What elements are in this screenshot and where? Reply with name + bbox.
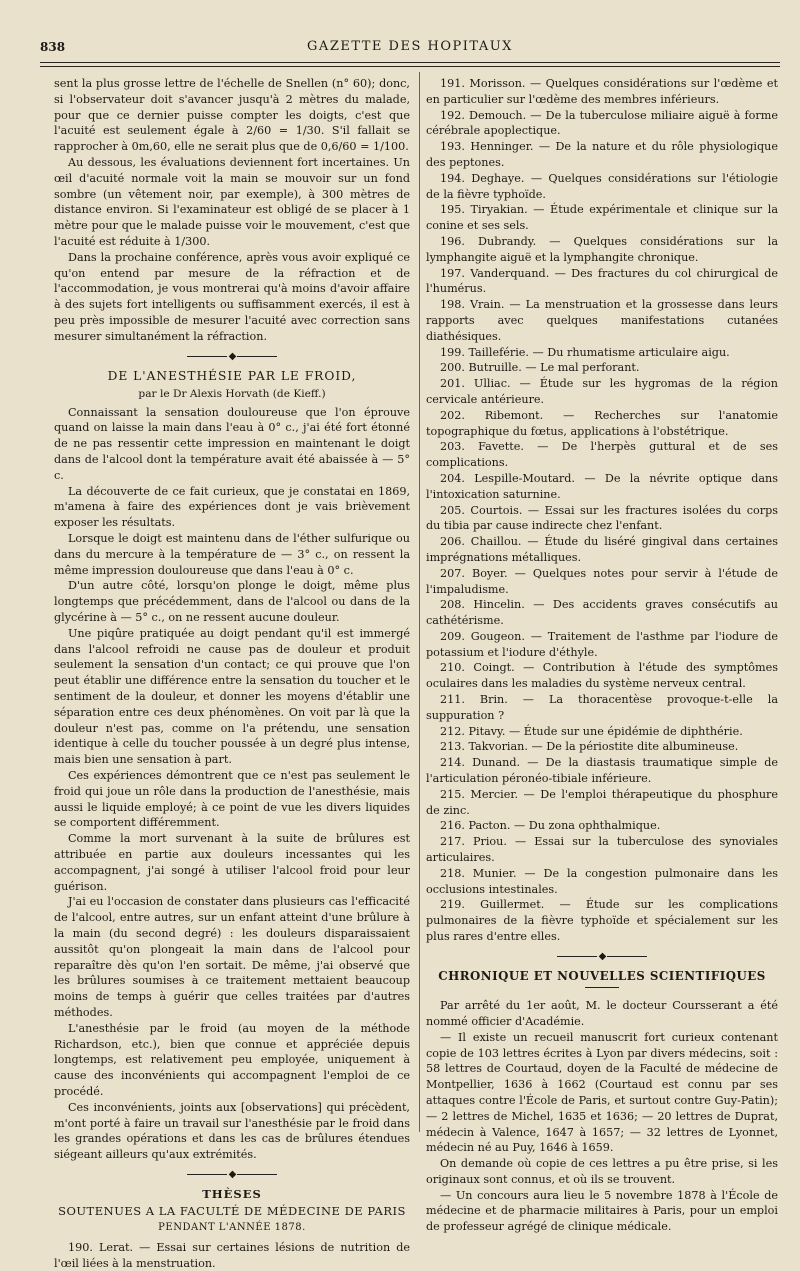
article-title: DE L'ANESTHÉSIE PAR LE FROID, — [107, 369, 357, 384]
right-column — [426, 76, 778, 1235]
thesis-entry: 194. Deghaye. — Quelques considérations sur l'étiologie de la fièvre typhoïde. — [426, 171, 778, 201]
section-separator: ◆ — [54, 1169, 410, 1182]
thesis-entry: 213. Takvorian. — De la périostite dite albumineuse. — [440, 740, 739, 754]
body-paragraph: Lorsque le doigt est maintenu dans de l'éther sulfurique ou dans du mercure à la température de — 3° c., on ressent la même impression douloureuse que dans l'eau à 0° c. — [54, 532, 410, 577]
page-number: 838 — [40, 40, 66, 54]
news-paragraph: On demande où copie de ces lettres a pu être prise, si les originaux sont connus, et où ils se trouvent. — [426, 1157, 778, 1186]
thesis-entry: 198. Vrain. — La menstruation et la grossesse dans leurs rapports avec quelques manifestations cutanées diathésiques. — [426, 298, 778, 343]
thesis-entry: 203. Favette. — De l'herpès guttural et de ses complications. — [426, 440, 778, 470]
thesis-entry: 191. Morisson. — Quelques considérations sur l'œdème et en particulier sur l'œdème des membres inférieurs. — [426, 77, 778, 106]
body-paragraph: D'un autre côté, lorsqu'on plonge le doigt, même plus longtemps que précédemment, dans de l'alcool ou dans de la glycérine à — 5° c., on ne ressent aucune douleur. — [54, 579, 410, 624]
thesis-entry: 215. Mercier. — De l'emploi thérapeutique du phosphure de zinc. — [426, 787, 778, 817]
section-separator: ◆ — [54, 351, 410, 364]
news-paragraph: — Un concours aura lieu le 5 novembre 1878 à l'École de médecine et de pharmacie militaires à Paris, pour un emploi de professeur agrégé de clinique médicale. — [426, 1188, 778, 1234]
thesis-entry: 210. Coingt. — Contribution à l'étude des symptômes oculaires dans les maladies du système nerveux central. — [426, 661, 778, 691]
column-divider — [419, 72, 420, 1132]
body-paragraph: Au dessous, les évaluations deviennent fort incertaines. Un œil d'acuité normale voit la main se mouvoir sur un fond sombre (un vêtement noir, par exemple), à 300 mètres de distance environ. Si l'examinateur est obligé de se placer à 1 mètre pour que le malade puisse voir le mouvement, c'est que l'acuité est réduite à 1/300. — [54, 155, 410, 248]
thesis-entry: 205. Courtois. — Essai sur les fractures isolées du corps du tibia par cause indirecte chez l'enfant. — [426, 503, 778, 533]
thesis-entry: 214. Dunand. — De la diastasis traumatique simple de l'articulation péronéo-tibiale inférieure. — [426, 756, 778, 786]
thesis-entry: 217. Priou. — Essai sur la tuberculose des synoviales articulaires. — [426, 835, 778, 865]
thesis-entry: 202. Ribemont. — Recherches sur l'anatomie topographique du fœtus, applications à l'obstétrique. — [426, 408, 778, 438]
body-paragraph: Ces expériences démontrent que ce n'est pas seulement le froid qui joue un rôle dans la production de l'anesthésie, mais aussi le liquide employé; à ce point de vue les divers liquides se comportent différemment. — [54, 768, 410, 830]
page-header — [40, 36, 780, 58]
news-paragraph: — Il existe un recueil manuscrit fort curieux contenant copie de 103 lettres écrites à Lyon par divers médecins, soit : 58 lettres de Courtaud, doyen de la Faculté de médecine de Montpellier, 1636 à 1662 (Courtaud est connu par ses attaques contre l'École de Paris, et surtout contre Guy-Patin); — 2 lettres de Michel, 1635 et 1636; — 20 lettres de Duprat, médecin à Valence, 1647 à 1657; — 32 lettres de Lyonnet, médecin né au Puy, 1646 à 1659. — [426, 1030, 778, 1155]
thesis-entry: 204. Lespille-Moutard. — De la névrite optique dans l'intoxication saturnine. — [426, 471, 778, 501]
theses-heading: THÈSES — [202, 1187, 262, 1202]
theses-list — [426, 76, 778, 945]
header-rule-thin — [40, 66, 780, 67]
body-paragraph: Une piqûre pratiquée au doigt pendant qu'il est immergé dans l'alcool refroidi ne cause pas de douleur et produit seulement la sensation d'un contact; ce qui prouve que l'on peut établir une différence entre la sensation du toucher et le sentiment de la douleur, et donner les moyens d'établir une séparation entre ces deux phénomènes. On voit par là que la douleur n'est pas, comme on l'a prétendu, une sensation identique à celle du toucher poussée à un degré plus intense, mais bien une sensation à part. — [54, 626, 410, 767]
thesis-entry: 192. Demouch. — De la tuberculose miliaire aiguë à forme cérébrale apoplectique. — [426, 108, 778, 138]
thesis-entry: 196. Dubrandy. — Quelques considérations sur la lymphangite aiguë et la lymphangite chronique. — [426, 234, 778, 264]
thesis-entry: 218. Munier. — De la congestion pulmonaire dans les occlusions intestinales. — [426, 866, 778, 896]
thesis-entry: 199. Tailleférie. — Du rhumatisme articulaire aigu. — [440, 345, 730, 359]
thesis-entry: 219. Guillermet. — Étude sur les complications pulmonaires de la fièvre typhoïde et spécialement sur les plus rares d'entre elles. — [426, 898, 778, 944]
thesis-entry: 209. Gougeon. — Traitement de l'asthme par l'iodure de potassium et l'iodure d'éthyle. — [426, 629, 778, 659]
left-column — [54, 76, 410, 1271]
section-separator: ◆ — [426, 951, 778, 964]
article-byline: par le Dr Alexis Horvath (de Kieff.) — [138, 387, 326, 400]
body-paragraph: Connaissant la sensation douloureuse que l'on éprouve quand on laisse la main dans l'eau à 0° c., j'ai été fort étonné de ne pas ressentir cette impression en maintenant le doigt dans de l'alcool dont la température avait été abaissée à — 5° c. — [54, 405, 410, 482]
thesis-entry: 208. Hincelin. — Des accidents graves consécutifs au cathétérisme. — [426, 598, 778, 628]
body-paragraph: Comme la mort survenant à la suite de brûlures est attribuée en partie aux douleurs incessantes qui les accompagnent, j'ai songé à utiliser l'alcool froid pour leur guérison. — [54, 832, 410, 893]
header-rule — [40, 62, 780, 63]
body-paragraph: La découverte de ce fait curieux, que je constatai en 1869, m'amena à faire des expériences dont je vais brièvement exposer les résultats. — [54, 484, 410, 530]
news-paragraph: Par arrêté du 1er août, M. le docteur Coursserant a été nommé officier d'Académie. — [426, 999, 778, 1028]
theses-year: PENDANT L'ANNÉE 1878. — [158, 1221, 306, 1233]
thesis-entry: 216. Pacton. — Du zona ophthalmique. — [440, 819, 661, 833]
body-paragraph: Dans la prochaine conférence, après vous avoir expliqué ce qu'on entend par mesure de la réfraction et de l'accommodation, je vous montrerai qu'à moins d'avoir affaire à des sujets fort intelligents ou suffisamment exercés, il est à peu près impossible de mesurer l'acuité avec correction sans mesurer simultanément la réfraction. — [54, 250, 410, 343]
journal-title: GAZETTE DES HOPITAUX — [307, 39, 513, 54]
thesis-entry: 197. Vanderquand. — Des fractures du col chirurgical de l'humérus. — [426, 266, 778, 296]
thesis-entry: 193. Henninger. — De la nature et du rôle physiologique des peptones. — [426, 140, 778, 169]
thesis-entry: 206. Chaillou. — Étude du liséré gingival dans certaines imprégnations métalliques. — [426, 535, 778, 564]
short-rule — [585, 987, 619, 988]
body-paragraph: L'anesthésie par le froid (au moyen de la méthode Richardson, etc.), bien que connue et appréciée depuis longtemps, est relativement peu employée, uniquement à cause des inconvénients qui accompagnent l'emploi de ce procédé. — [54, 1021, 410, 1098]
thesis-entry: 201. Ulliac. — Étude sur les hygromas de la région cervicale antérieure. — [426, 377, 778, 406]
body-paragraph: J'ai eu l'occasion de constater dans plusieurs cas l'efficacité de l'alcool, entre autres, sur un enfant atteint d'une brûlure à la main (du second degré) : les douleurs disparaissaient aussitôt qu'on plongeait la main dans de l'alcool pour reparaître dès qu'on l'en sortait. De même, j'ai observé que les brûlures soumises à ce traitement mettaient beaucoup moins de temps à guérir que celles traitées par d'autres méthodes. — [54, 895, 410, 1019]
chronique-heading: CHRONIQUE ET NOUVELLES SCIENTIFIQUES — [438, 969, 766, 984]
thesis-entry: 190. Lerat. — Essai sur certaines lésions de nutrition de l'œil liées à la menstruation. — [54, 1240, 410, 1270]
body-paragraph: sent la plus grosse lettre de l'échelle de Snellen (n° 60); donc, si l'observateur doit s'avancer jusqu'à 2 mètres du malade, pour que ce dernier puisse compter les doigts, c'est que l'acuité est seulement égale à 2/60 = 1/30. S'il fallait se rapprocher à 0m,60, elle ne serait plus que de 0,6/60 = 1/100. — [54, 77, 410, 154]
theses-subheading: SOUTENUES A LA FACULTÉ DE MÉDECINE DE PARIS — [58, 1204, 406, 1219]
thesis-entry: 200. Butruille. — Le mal perforant. — [440, 361, 640, 375]
body-paragraph: Ces inconvénients, joints aux [observations] qui précèdent, m'ont porté à faire un travail sur l'anesthésie par le froid dans les grandes opérations et dans les cas de brûlures étendues siégeant ailleurs qu'aux extrémités. — [54, 1100, 410, 1162]
thesis-entry: 212. Pitavy. — Étude sur une épidémie de diphthérie. — [440, 724, 743, 738]
thesis-entry: 207. Boyer. — Quelques notes pour servir à l'étude de l'impaludisme. — [426, 566, 778, 596]
thesis-entry: 211. Brin. — La thoracentèse provoque-t-elle la suppuration ? — [426, 693, 778, 722]
thesis-entry: 195. Tiryakian. — Étude expérimentale et clinique sur la conine et ses sels. — [426, 203, 778, 233]
